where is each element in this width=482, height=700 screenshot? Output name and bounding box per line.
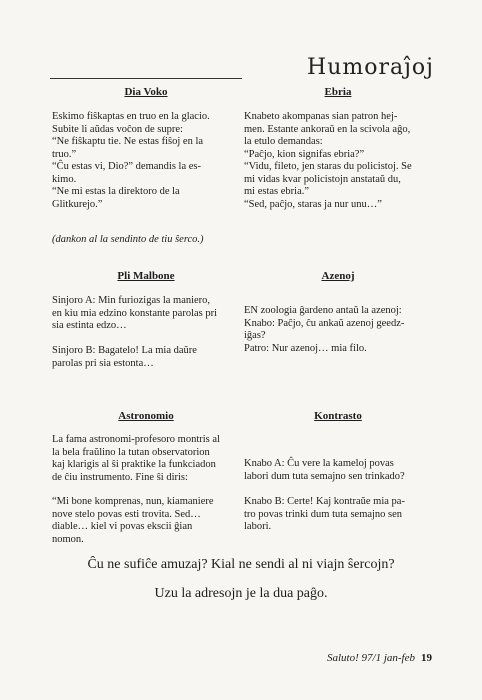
text-line: nove stelo povas esti trovita. Sed… (52, 508, 201, 520)
text-line: Patro: Nur azenoj… mia filo. (244, 342, 367, 354)
closing-question: Ĉu ne sufiĉe amuzaj? Kial ne sendi al ni viajn ŝercojn? (87, 557, 395, 572)
text-line: EN zoologia ĝardeno antaŭ la azenoj: (244, 305, 402, 316)
text-line: Knabo B: Certe! Kaj kontraŭe mia pa- (244, 496, 405, 507)
heading-dia-voko: Dia Voko (124, 86, 168, 98)
divider (50, 78, 242, 79)
text-line: “Mi bone komprenas, nun, kiamaniere (52, 496, 214, 507)
text-line: mi estas ebria.” (244, 186, 310, 197)
text-line: men. Estante ankoraŭ en la scivola aĝo, (244, 123, 411, 135)
heading-kontrasto: Kontrasto (314, 410, 362, 422)
article-kontrasto-reply (244, 496, 434, 534)
closing-address-note: Uzu la adresojn je la dua paĝo. (154, 586, 328, 601)
text-line: “Vidu, fileto, jen staras du policistoj. Se (244, 161, 412, 172)
heading-ebria: Ebria (324, 86, 352, 98)
text-line: mi vidas kvar policistojn anstataŭ du, (244, 173, 401, 185)
text-line: Knabo A: Ĉu vere la kameloj povas (244, 458, 394, 469)
text-line: en kiu mia edzino konstante parolas pri (52, 307, 218, 319)
text-line: parolas pri sia estonta… (52, 357, 154, 369)
article-astronomio-quote (52, 496, 242, 546)
text-line: kimo. (52, 173, 77, 185)
text-line: la etulo demandas: (244, 136, 323, 147)
text-line: sia estinta edzo… (52, 320, 127, 331)
text-line: kaj klarigis al ŝi praktike la funkciadon (52, 459, 216, 470)
text-line: Glitkurejo.” (52, 198, 103, 210)
text-line: “Paĉjo, kion signifas ebria?” (244, 148, 365, 160)
article-pli-malbone (52, 295, 242, 333)
heading-pli-malbone: Pli Malbone (117, 270, 175, 282)
text-line: “Ne fiŝkaptu tie. Ne estas fiŝoj en la (52, 136, 204, 147)
credit-note: (dankon al la sendinto de tiu ŝerco.) (52, 234, 204, 245)
text-line: labori. (244, 521, 272, 532)
text-line: truo.” (52, 148, 77, 160)
text-line: “Ne mi estas la direktoro de la (52, 186, 180, 197)
text-line: Subite li aŭdas voĉon de supre: (52, 123, 183, 135)
text-line: “Sed, paĉjo, staras ja nur unu…” (244, 198, 382, 210)
page-number: 19 (421, 652, 432, 664)
text-line: diable… kiel vi povas ekscii ĝian (52, 521, 193, 532)
text-line: iĝas? (244, 330, 266, 341)
text-line: tro povas trinki dum tuta semajno sen (244, 508, 403, 520)
article-kontrasto (244, 458, 434, 483)
article-astronomio (52, 434, 242, 484)
article-azenoj (244, 305, 434, 355)
text-line: Eskimo fiŝkaptas en truo en la glacio. (52, 111, 210, 122)
text-line: Sinjoro B: Bagatelo! La mia daŭre (52, 345, 197, 356)
text-line: Knabo: Paĉjo, ĉu ankaŭ azenoj geedz- (244, 317, 405, 329)
heading-astronomio: Astronomio (118, 410, 174, 422)
text-line: “Ĉu estas vi, Dio?” demandis la es- (52, 161, 201, 172)
text-line: labori dum tuta semajno sen trinkado? (244, 470, 405, 482)
section-title: Humoraĵoj (307, 55, 434, 80)
footer-publication: Saluto! 97/1 jan-feb (327, 652, 415, 664)
footer (327, 652, 432, 664)
text-line: nomon. (52, 533, 84, 545)
heading-azenoj: Azenoj (321, 270, 355, 282)
text-line: la bela fraŭlino la tutan observatorion (52, 446, 210, 458)
article-dia-voko (52, 111, 242, 211)
text-line: Knabeto akompanas sian patron hej- (244, 111, 398, 122)
text-line: La fama astronomi-profesoro montris al (52, 434, 220, 445)
text-line: Sinjoro A: Min furiozigas la maniero, (52, 295, 211, 306)
article-pli-malbone-reply (52, 345, 242, 370)
article-ebria (244, 111, 434, 211)
text-line: de ĉiu instrumento. Fine ŝi diris: (52, 471, 188, 483)
